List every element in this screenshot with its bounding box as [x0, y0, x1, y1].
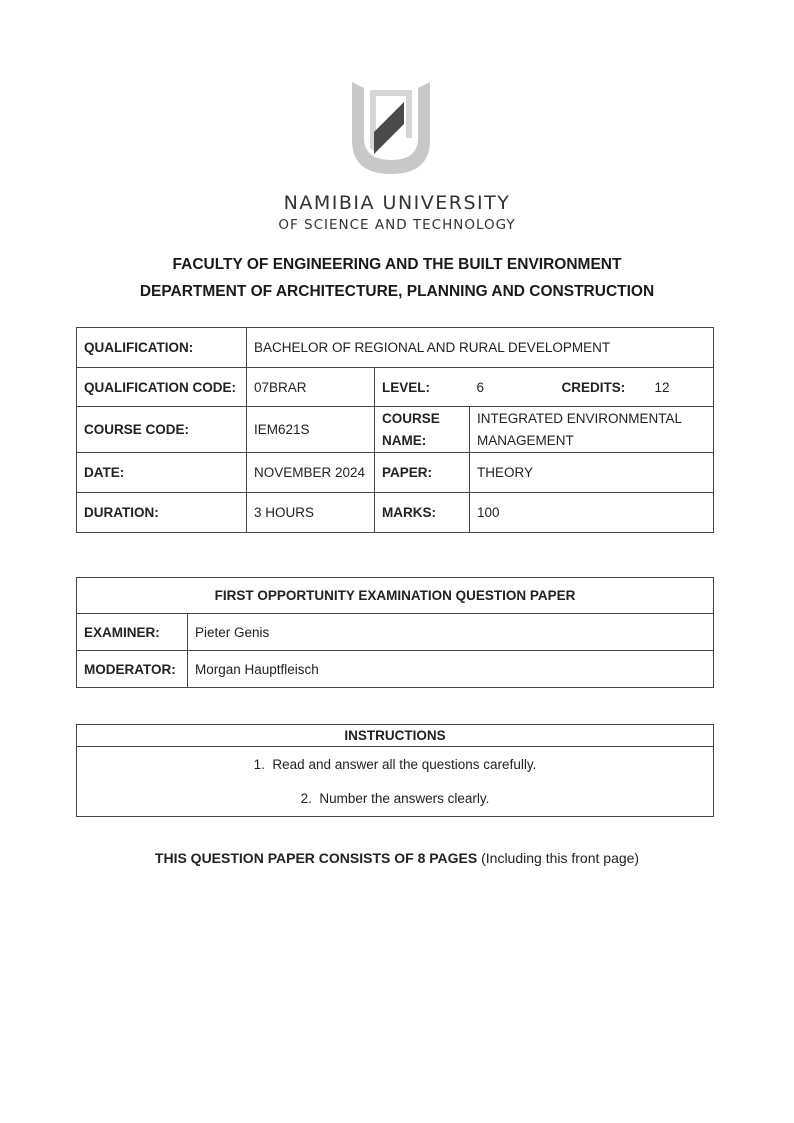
moderator-label: MODERATOR:: [77, 651, 188, 688]
university-logo: [348, 80, 434, 176]
date-label: DATE:: [77, 453, 247, 493]
course-name-value: INTEGRATED ENVIRONMENTAL: [477, 410, 683, 426]
instruction-item: 1. Read and answer all the questions carefully.: [253, 756, 537, 772]
qual-code-value: 07BRAR: [247, 368, 375, 407]
qualification-label: QUALIFICATION:: [77, 328, 247, 368]
page-count-note-suffix: (Including this front page): [477, 850, 640, 866]
credits-value: 12: [648, 368, 714, 407]
course-name-label-2: NAME:: [382, 432, 427, 448]
duration-label: DURATION:: [77, 493, 247, 533]
marks-label: MARKS:: [375, 493, 470, 533]
duration-value: 3 HOURS: [247, 493, 375, 533]
date-value: NOVEMBER 2024: [247, 453, 375, 493]
examiner-value: Pieter Genis: [188, 614, 714, 651]
page-count-bold: THIS QUESTION PAPER CONSISTS OF 8 PAGES: [154, 850, 478, 866]
qual-code-label: QUALIFICATION CODE:: [77, 368, 247, 407]
level-label: LEVEL:: [375, 368, 470, 407]
page-count-note: [0, 850, 794, 866]
instructions-title: INSTRUCTIONS: [77, 725, 714, 747]
instruction-item: 2. Number the answers clearly.: [300, 790, 490, 806]
faculty-heading: FACULTY OF ENGINEERING AND THE BUILT ENVIRONMENT: [172, 256, 622, 273]
examiners-table: [76, 577, 714, 688]
moderator-value: Morgan Hauptfleisch: [188, 651, 714, 688]
course-name-label: COURSE: [382, 410, 440, 426]
paper-label: PAPER:: [375, 453, 470, 493]
qualification-value: BACHELOR OF REGIONAL AND RURAL DEVELOPMENT: [247, 328, 714, 368]
exam-title: FIRST OPPORTUNITY EXAMINATION QUESTION PAPER: [77, 578, 714, 614]
course-code-label: COURSE CODE:: [77, 407, 247, 453]
marks-value: 100: [470, 493, 714, 533]
examiner-label: EXAMINER:: [77, 614, 188, 651]
course-details-table: [76, 327, 714, 533]
department-heading: DEPARTMENT OF ARCHITECTURE, PLANNING AND CONSTRUCTION: [139, 283, 655, 300]
instructions-table: [76, 724, 714, 817]
paper-value: THEORY: [470, 453, 714, 493]
university-subtitle: OF SCIENCE AND TECHNOLOGY: [278, 217, 516, 233]
university-name: NAMIBIA UNIVERSITY: [283, 192, 511, 214]
course-name-value-2: MANAGEMENT: [477, 432, 574, 448]
course-code-value: IEM621S: [247, 407, 375, 453]
credits-label: CREDITS:: [555, 368, 648, 407]
level-value: 6: [470, 368, 555, 407]
